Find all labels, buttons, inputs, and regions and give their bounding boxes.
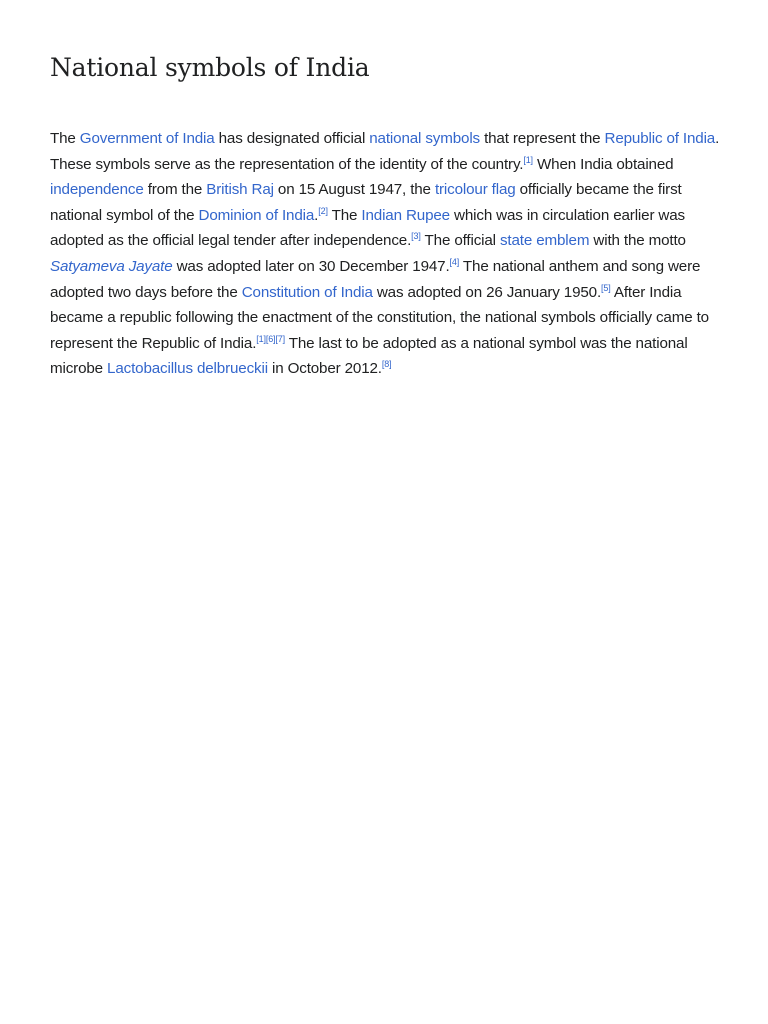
paragraph-text: . These symbols serve as the representation of the identity of the country. — [50, 130, 720, 173]
link-state-emblem[interactable]: state emblem — [499, 232, 590, 250]
page-title: National symbols of India — [50, 53, 370, 82]
citation-2[interactable]: [2] — [318, 205, 328, 216]
paragraph-text: The national anthem and song were adopted two days before the — [50, 257, 701, 301]
citation-ref — [256, 334, 266, 344]
citation-8[interactable]: [8] — [381, 359, 392, 370]
paragraph-text: . — [314, 206, 319, 224]
link-tricolour-flag[interactable]: tricolour flag — [434, 181, 516, 199]
citation-ref — [450, 257, 460, 267]
link-british-raj[interactable]: British Raj — [206, 181, 274, 199]
citation-ref — [266, 334, 276, 344]
paragraph-text: The — [327, 206, 362, 224]
link-republic-of-india[interactable]: Republic of India — [604, 130, 716, 147]
link-indian-rupee[interactable]: Indian Rupee — [361, 206, 450, 224]
link-satyameva-jayate[interactable]: Satyameva Jayate — [50, 257, 173, 275]
paragraph-text: After India became a republic following the enactment of the constitution, the national symbols officially came to represent the Republic of India. — [50, 283, 709, 352]
paragraph-text: When India obtained — [532, 155, 674, 173]
citation-ref — [318, 206, 328, 216]
citation-1[interactable]: [1] — [523, 154, 533, 165]
link-constitution-of-india[interactable]: Constitution of India — [241, 283, 373, 301]
citation-4[interactable]: [4] — [449, 256, 460, 267]
paragraph-text: was adopted on 26 January 1950. — [372, 283, 602, 301]
citation-ref — [382, 359, 392, 369]
citation-ref — [275, 334, 285, 344]
paragraph-text: which was in circulation earlier was adopted as the official legal tender after independence. — [50, 206, 685, 250]
link-national-symbols[interactable]: national symbols — [369, 130, 480, 147]
citation-3[interactable]: [3] — [411, 231, 421, 242]
paragraph-text: with the motto — [589, 232, 686, 250]
lead-paragraph — [50, 126, 722, 382]
paragraph-text: was adopted later on 30 December 1947. — [172, 257, 450, 275]
link-dominion-of-india[interactable]: Dominion of India — [198, 206, 315, 224]
paragraph-text: in October 2012. — [267, 360, 382, 378]
paragraph-text: on 15 August 1947, the — [273, 181, 435, 199]
citation-6[interactable]: [6] — [265, 333, 276, 344]
link-independence[interactable]: independence — [50, 181, 144, 199]
paragraph-text: The — [50, 130, 80, 147]
citation-1b[interactable]: [1] — [256, 333, 266, 344]
paragraph-text: from the — [143, 181, 207, 199]
paragraph-text: that represent the — [480, 130, 605, 147]
citation-ref — [601, 283, 611, 293]
paragraph-text: The official — [420, 232, 500, 250]
paragraph-text: officially became the first national symbol of the — [50, 181, 682, 224]
citation-5[interactable]: [5] — [601, 282, 611, 293]
citation-7[interactable]: [7] — [275, 333, 285, 344]
citation-ref — [411, 231, 421, 241]
paragraph-text: The last to be adopted as a national symbol was the national microbe — [50, 334, 688, 378]
link-government-of-india[interactable]: Government of India — [79, 130, 215, 147]
paragraph-text: has designated official — [214, 130, 370, 147]
citation-ref — [523, 155, 533, 165]
link-lactobacillus-delbrueckii[interactable]: Lactobacillus delbrueckii — [107, 360, 268, 378]
